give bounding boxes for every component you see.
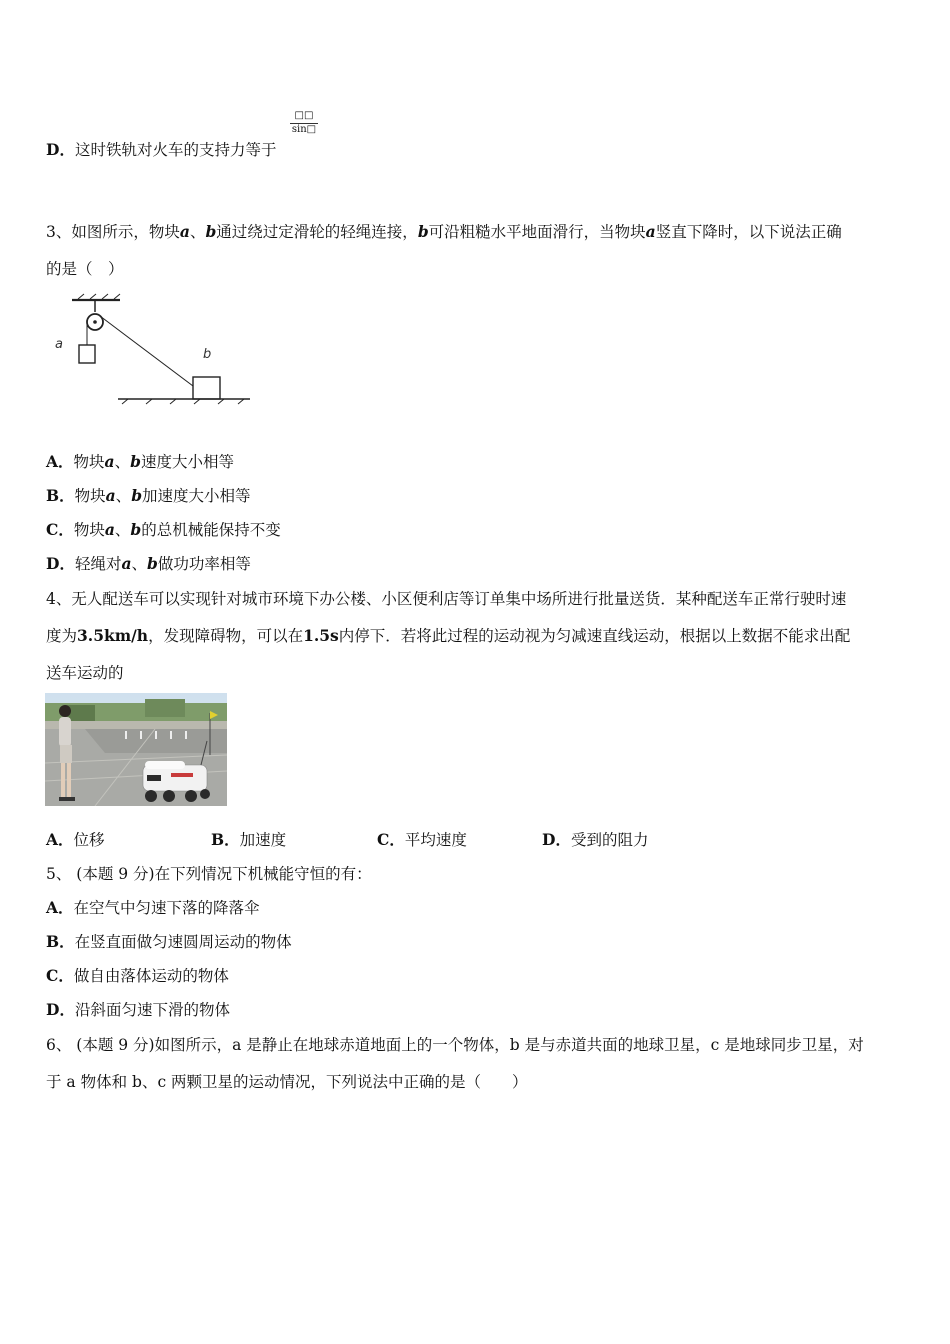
q4-stem-line1: 4、无人配送车可以实现针对城市环境下办公楼、小区便利店等订单集中场所进行批量送货．某种配送车正常行驶时速 — [46, 590, 847, 608]
q3-text: 可沿粗糙水平地面滑行，当物块 — [428, 223, 646, 241]
q4-stem-line2 — [46, 626, 850, 646]
var-b: b — [205, 222, 217, 241]
q3-option-c — [46, 520, 281, 540]
q4-text: 内停下．若将此过程的运动视为匀减速直线运动，根据以上数据不能求出配 — [338, 627, 851, 645]
option-text: 受到的阻力 — [570, 831, 649, 849]
option-label: D． — [46, 554, 75, 573]
option-label: A． — [46, 452, 74, 471]
option-label: C． — [46, 966, 74, 985]
option-text: 速度大小相等 — [140, 453, 234, 471]
var-a: a — [121, 554, 132, 573]
var-a: a — [645, 222, 656, 241]
q4-stem-line3: 送车运动的 — [46, 664, 124, 682]
pulley-diagram — [50, 290, 260, 410]
option-text: 轻绳对 — [74, 555, 122, 573]
option-label: C． — [377, 830, 405, 849]
sep: 、 — [114, 453, 131, 471]
sep: 、 — [115, 487, 132, 505]
option-text: 加速度大小相等 — [142, 487, 251, 505]
q2-option-d — [46, 140, 276, 160]
option-text: 在空气中匀速下落的降落伞 — [73, 899, 260, 917]
q4-text: 度为 — [46, 627, 78, 645]
q3-option-b — [46, 486, 251, 506]
var-a: a — [104, 452, 115, 471]
var-b: b — [131, 486, 143, 505]
option-text: 这时铁轨对火车的支持力等于 — [74, 141, 277, 159]
label-b: b — [203, 347, 212, 362]
block-a — [79, 345, 95, 363]
q5-option-b — [46, 932, 292, 952]
option-text: 平均速度 — [404, 831, 467, 849]
option-label: D． — [46, 140, 75, 159]
label-a: a — [55, 337, 63, 352]
option-text: 位移 — [73, 831, 105, 849]
option-label: D． — [46, 1000, 75, 1019]
option-label: A． — [46, 830, 74, 849]
var-a: a — [105, 486, 116, 505]
q3-number: 3、 — [46, 223, 72, 241]
q5-option-a — [46, 898, 260, 918]
q4-option-a — [46, 830, 105, 850]
q4-option-c — [377, 830, 467, 850]
var-b: b — [417, 222, 429, 241]
var-a: a — [104, 520, 115, 539]
q4-text: ，发现障碍物，可以在 — [148, 627, 304, 645]
option-label: A． — [46, 898, 74, 917]
sep: 、 — [114, 521, 131, 539]
q4-option-b — [211, 830, 286, 850]
var-b: b — [130, 520, 142, 539]
sep: 、 — [189, 223, 206, 241]
delivery-robot-photo — [45, 693, 227, 806]
fraction-denominator: sin□ — [291, 124, 317, 135]
q6-stem-line2: 于 a 物体和 b、c 两颗卫星的运动情况，下列说法中正确的是（ ） — [46, 1073, 528, 1091]
q6-stem-line1: 6、 (本题 9 分)如图所示，a 是静止在地球赤道地面上的一个物体，b 是与赤道共面的地球卫星，c 是地球同步卫星，对 — [46, 1036, 864, 1054]
q3-stem-line2: 的是（ ） — [46, 260, 124, 278]
option-label: D． — [542, 830, 571, 849]
option-text: 物块 — [73, 453, 105, 471]
sep: 、 — [131, 555, 148, 573]
q5-option-c — [46, 966, 229, 986]
speed-value: 3.5km/h — [77, 626, 149, 645]
var-b: b — [147, 554, 158, 573]
option-text: 在竖直面做匀速圆周运动的物体 — [74, 933, 292, 951]
var-a: a — [179, 222, 190, 241]
block-b — [193, 377, 220, 399]
q3-text: 通过绕过定滑轮的轻绳连接， — [216, 223, 418, 241]
option-text: 做自由落体运动的物体 — [73, 967, 229, 985]
q5-stem: 5、 (本题 9 分)在下列情况下机械能守恒的有： — [46, 865, 372, 883]
fraction-numerator: □□ — [290, 110, 318, 124]
option-text: 物块 — [73, 521, 105, 539]
q4-option-d — [542, 830, 648, 850]
option-label: C． — [46, 520, 74, 539]
option-text: 的总机械能保持不变 — [141, 521, 281, 539]
q3-option-d — [46, 554, 251, 574]
option-label: B． — [211, 830, 240, 849]
fraction — [290, 110, 318, 136]
ceiling-hatch — [78, 294, 120, 299]
q3-text: 如图所示，物块 — [71, 223, 180, 241]
option-text: 物块 — [74, 487, 106, 505]
q5-option-d — [46, 1000, 230, 1020]
option-label: B． — [46, 486, 75, 505]
time-value: 1.5s — [303, 626, 339, 645]
option-label: B． — [46, 932, 75, 951]
option-text: 做功功率相等 — [157, 555, 251, 573]
q3-option-a — [46, 452, 234, 472]
option-text: 沿斜面匀速下滑的物体 — [74, 1001, 230, 1019]
q3-text: 竖直下降时，以下说法正确 — [655, 223, 842, 241]
var-b: b — [130, 452, 141, 471]
q3-stem-line1 — [46, 222, 842, 242]
option-text: 加速度 — [239, 831, 287, 849]
